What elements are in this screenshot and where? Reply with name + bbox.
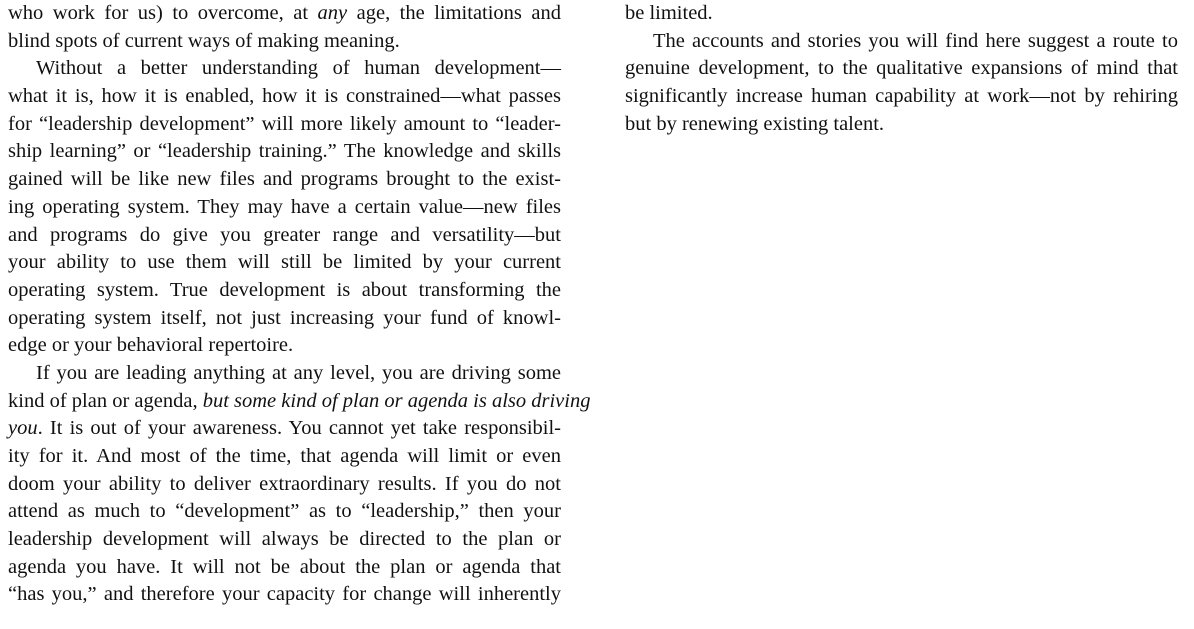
italic-text-run: any xyxy=(317,2,348,24)
text-line: ing operating system. They may have a certain value—new files xyxy=(8,195,561,218)
italic-text-run: you xyxy=(8,417,38,440)
right-text-column xyxy=(625,0,1178,138)
text-run: who work for us) to overcome, at xyxy=(8,2,318,24)
text-line: significantly increase human capability at work—not by rehiring xyxy=(625,85,1178,108)
text-line: “has you,” and therefore your capacity for change will inherently xyxy=(8,583,561,606)
paragraph-4 xyxy=(625,28,1178,139)
text-line: The accounts and stories you will find here suggest a route to xyxy=(653,29,1178,52)
text-line: ity for it. And most of the time, that agenda will limit or even xyxy=(8,445,561,467)
italic-text-run: but some kind of plan or agenda is also driving xyxy=(202,389,591,412)
text-line: your ability to use them will still be limited by your current xyxy=(8,251,561,274)
text-line xyxy=(8,388,591,416)
text-line xyxy=(8,0,561,28)
text-line: for “leadership development” will more likely amount to “leader- xyxy=(8,112,561,135)
text-line xyxy=(8,415,561,443)
text-line: edge or your behavioral repertoire. xyxy=(8,334,294,357)
paragraph-1 xyxy=(8,0,561,55)
text-line: blind spots of current ways of making meaning. xyxy=(8,29,400,52)
text-line: and programs do give you greater range and versatility—but xyxy=(8,223,561,246)
text-run: kind of plan or agenda, xyxy=(8,389,203,412)
text-line: but by renewing existing talent. xyxy=(625,112,885,135)
text-line: ship learning” or “leadership training.” The knowledge and skills xyxy=(8,140,561,163)
text-line: agenda you have. It will not be about the plan or agenda that xyxy=(8,555,561,578)
text-line: leadership development will always be directed to the plan or xyxy=(8,528,561,551)
text-run: . It is out of your awareness. You cannot yet take responsibil- xyxy=(37,417,561,440)
text-line: attend as much to “development” as to “leadership,” then your xyxy=(8,500,561,523)
text-line: If you are leading anything at any level, you are driving some xyxy=(36,361,561,384)
left-text-column xyxy=(8,0,591,609)
text-line: doom your ability to deliver extraordinary results. If you do not xyxy=(8,472,561,495)
text-line: what it is, how it is enabled, how it is constrained—what passes xyxy=(8,85,561,108)
text-line: gained will be like new files and programs brought to the exist- xyxy=(8,168,561,191)
text-line: Without a better understanding of human development— xyxy=(36,57,561,80)
text-line: operating system. True development is about transforming the xyxy=(8,278,561,301)
paragraph-3 xyxy=(8,360,591,609)
text-line: genuine development, to the qualitative expansions of mind that xyxy=(625,57,1178,80)
paragraph-continuation xyxy=(625,0,1178,28)
text-run: age, the limitations and xyxy=(347,2,561,24)
text-line: operating system itself, not just increasing your fund of knowl- xyxy=(8,306,561,329)
paragraph-2 xyxy=(8,55,561,360)
text-line: be limited. xyxy=(625,2,713,24)
